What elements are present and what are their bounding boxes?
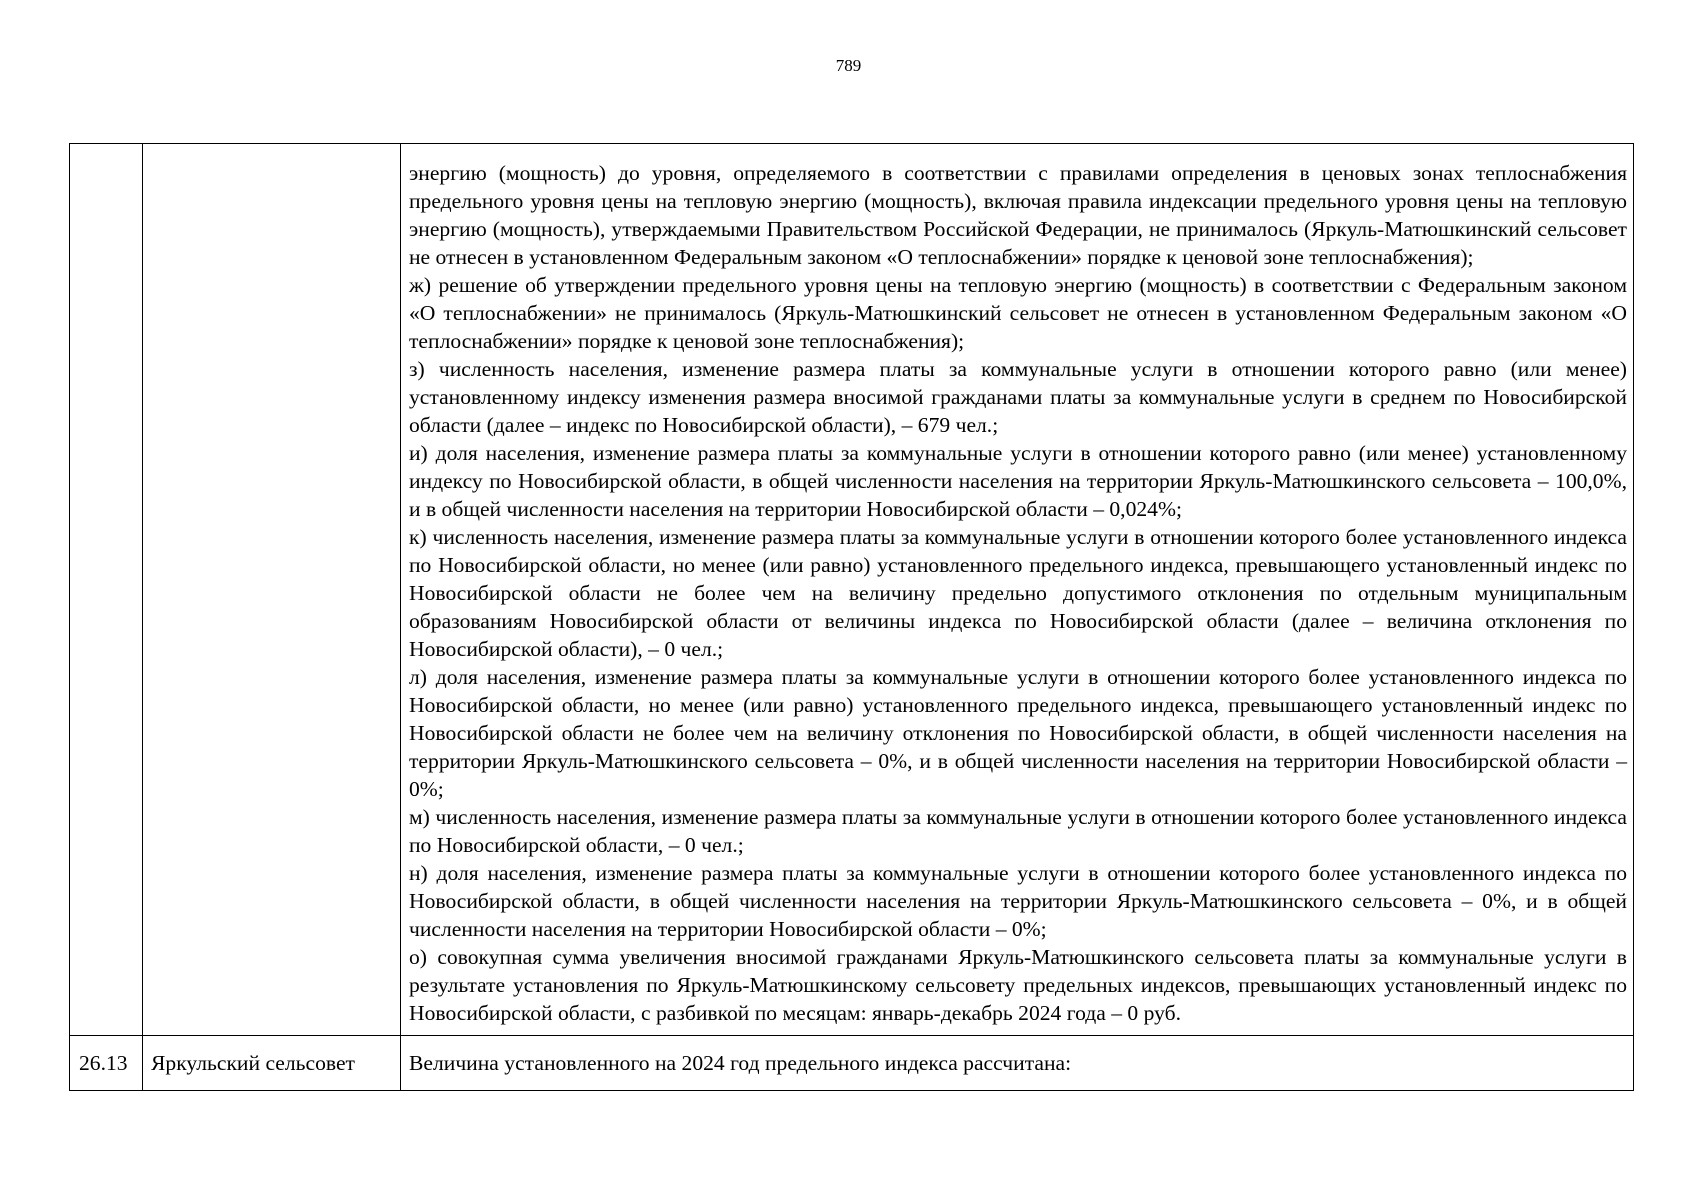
description-cell [401, 144, 1634, 1036]
paragraph-continuation: энергию (мощность) до уровня, определяемого в соответствии с правилами определения в ценовых зонах теплоснабжения предельного уровня цены на тепловую энергию (мощность), включая правила индексации предельного уровня цены на тепловую энергию (мощность), утверждаемыми Правительством Российской Федерации, не принималось (Яркуль-Матюшкинский сельсовет не отнесен в установленном Федеральным законом «О теплоснабжении» порядке к ценовой зоне теплоснабжения); [409, 161, 1627, 269]
paragraph-i: и) доля населения, изменение размера платы за коммунальные услуги в отношении которого равно (или менее) установленному индексу по Новосибирской области, в общей численности населения на территории Яркуль-Матюшкинского сельсовета – 100,0%, и в общей численности населения на территории Новосибирской области – 0,024%; [409, 441, 1627, 521]
paragraph-z: з) численность населения, изменение размера платы за коммунальные услуги в отношении которого равно (или менее) установленному индексу изменения размера вносимой гражданами платы за коммунальные услуги в среднем по Новосибирской области (далее – индекс по Новосибирской области), – 679 чел.; [409, 357, 1627, 437]
paragraph-l: л) доля населения, изменение размера платы за коммунальные услуги в отношении которого более установленного индекса по Новосибирской области, но менее (или равно) установленного предельного индекса, превышающего установленный индекс по Новосибирской области не более чем на величину отклонения по Новосибирской области, в общей численности населения на территории Яркуль-Матюшкинского сельсовета – 0%, и в общей численности населения на территории Новосибирской области – 0%; [409, 665, 1627, 801]
municipality-name-cell [143, 144, 401, 1036]
paragraph-k: к) численность населения, изменение размера платы за коммунальные услуги в отношении которого более установленного индекса по Новосибирской области, но менее (или равно) установленного предельного индекса, превышающего установленный индекс по Новосибирской области не более чем на величину предельно допустимого отклонения по отдельным муниципальным образованиям Новосибирской области от величины индекса по Новосибирской области (далее – величина отклонения по Новосибирской области), – 0 чел.; [409, 525, 1627, 661]
row-number-cell: 26.13 [70, 1036, 143, 1091]
table-row [70, 1036, 1634, 1091]
row-number-cell [70, 144, 143, 1036]
municipality-name-cell: Яркульский сельсовет [143, 1036, 401, 1091]
table-row [70, 144, 1634, 1036]
data-table [69, 143, 1634, 1091]
paragraph-o: о) совокупная сумма увеличения вносимой гражданами Яркуль-Матюшкинского сельсовета платы за коммунальные услуги в результате установления по Яркуль-Матюшкинскому сельсовету предельных индексов, превышающих установленный индекс по Новосибирской области, с разбивкой по месяцам: январь-декабрь 2024 года – 0 руб. [409, 945, 1627, 1025]
description-cell: Величина установленного на 2024 год предельного индекса рассчитана: [401, 1036, 1634, 1091]
page-number: 789 [835, 56, 862, 75]
paragraph-n: н) доля населения, изменение размера платы за коммунальные услуги в отношении которого более установленного индекса по Новосибирской области, в общей численности населения на территории Яркуль-Матюшкинского сельсовета – 0%, и в общей численности населения на территории Новосибирской области – 0%; [409, 861, 1627, 941]
paragraph-zh: ж) решение об утверждении предельного уровня цены на тепловую энергию (мощность) в соответствии с Федеральным законом «О теплоснабжении» не принималось (Яркуль-Матюшкинский сельсовет не отнесен в установленном Федеральным законом «О теплоснабжении» порядке к ценовой зоне теплоснабжения); [409, 273, 1627, 353]
paragraph-m: м) численность населения, изменение размера платы за коммунальные услуги в отношении которого более установленного индекса по Новосибирской области, – 0 чел.; [409, 805, 1627, 857]
